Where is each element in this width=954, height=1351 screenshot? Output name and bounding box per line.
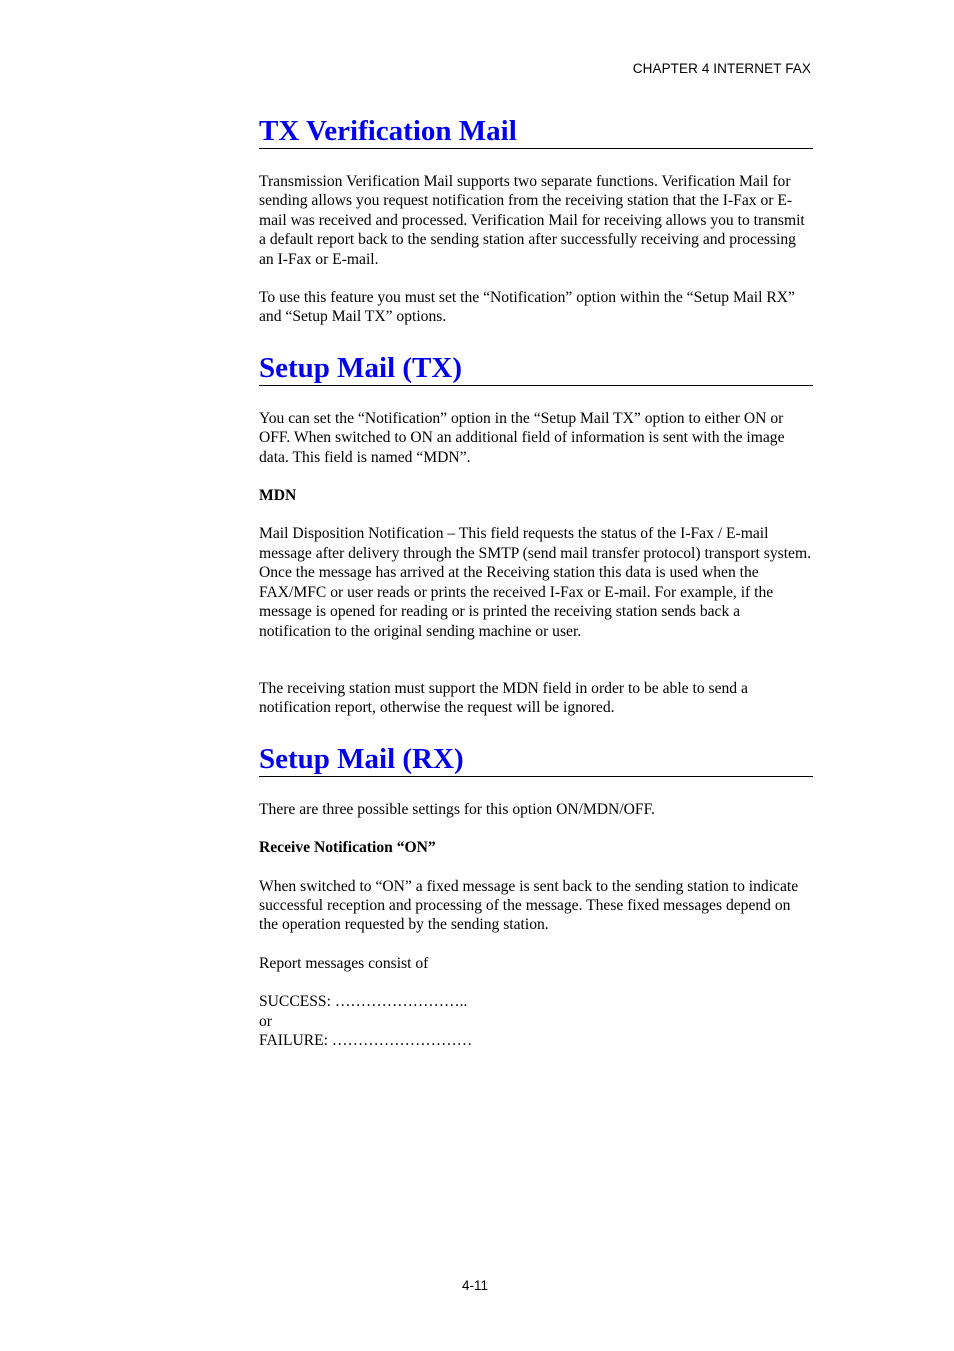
report-line-or: or xyxy=(259,1012,272,1030)
paragraph-tx-verification-usage: To use this feature you must set the “Notification” option within the “Setup Mail RX” and “Setup Mail TX” options. xyxy=(259,289,795,326)
paragraph-setup-mail-rx-intro: There are three possible settings for this option ON/MDN/OFF. xyxy=(259,800,655,818)
page-number: 4-11 xyxy=(462,1278,489,1293)
report-line-success: SUCCESS: …………………….. xyxy=(259,993,468,1011)
section-title-setup-mail-tx: Setup Mail (TX) xyxy=(259,347,813,386)
paragraph-setup-mail-tx-intro: You can set the “Notification” option in the “Setup Mail TX” option to either ON or OFF. When switched to ON an additional field of information is sent with the image data. This field is named “MDN”. xyxy=(259,409,785,466)
paragraph-receive-notification-description: When switched to “ON” a fixed message is sent back to the sending station to indicate successful reception and processing of the message. These fixed messages depend on the operation requested by the sending station. xyxy=(259,877,799,934)
report-line-failure: FAILURE: ……………………… xyxy=(259,1031,473,1049)
paragraph-mdn-description: Mail Disposition Notification – This field requests the status of the I-Fax / E-mail message after delivery through the SMTP (send mail transfer protocol) transport system. Once the message has arrived at the Receiving station this data is used when the FAX/MFC or user reads or prints the received I-Fax or E-mail. For example, if the message is opened for reading or is printed the receiving station sends back a notification to the original sending machine or user. xyxy=(259,525,811,640)
section-title-setup-mail-rx: Setup Mail (RX) xyxy=(259,738,813,777)
chapter-header: CHAPTER 4 INTERNET FAX xyxy=(632,61,811,76)
section-title-tx-verification: TX Verification Mail xyxy=(259,110,813,149)
paragraph-report-messages: Report messages consist of xyxy=(259,954,429,972)
label-mdn: MDN xyxy=(259,487,297,505)
report-lines xyxy=(259,992,813,1050)
paragraph-mdn-support: The receiving station must support the MDN field in order to be able to send a notification report, otherwise the request will be ignored. xyxy=(259,679,748,717)
page-content xyxy=(259,110,813,1050)
paragraph-tx-verification-intro: Transmission Verification Mail supports two separate functions. Verification Mail for sending allows you request notification from the receiving station that the I-Fax or E-mail was received and processed. Verification Mail for receiving allows you to transmit a default report back to the sending station after successfully receiving and processing an I-Fax or E-mail. xyxy=(259,173,805,268)
label-receive-notification-on: Receive Notification “ON” xyxy=(259,839,436,857)
